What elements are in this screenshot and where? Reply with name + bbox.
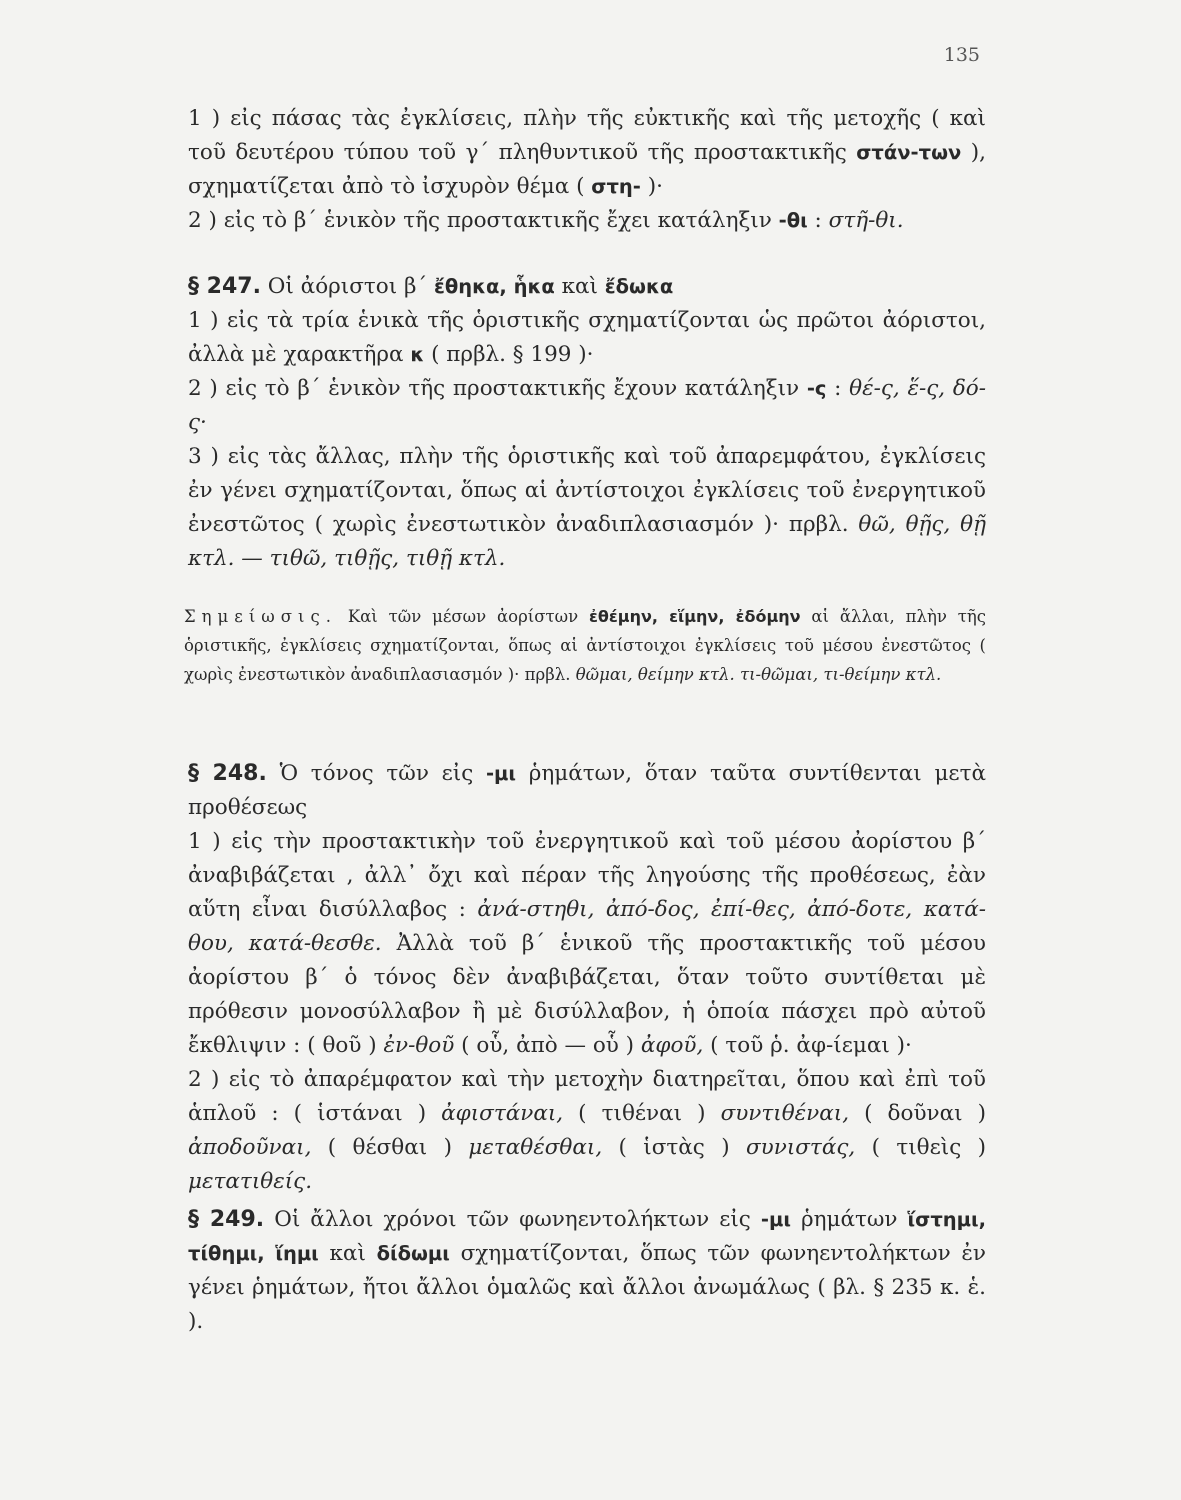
text: ( τοῦ ῥ. ἀφ-ίεμαι )· xyxy=(703,1033,912,1058)
text: ), σχηματίζεται ἀπὸ τὸ ἰσχυρὸν θέμα ( xyxy=(188,140,987,199)
text: : xyxy=(826,376,850,401)
text: ( θέσθαι ) xyxy=(311,1135,469,1160)
paragraph-2 xyxy=(148,204,986,238)
note-paragraph xyxy=(148,602,986,689)
section-248 xyxy=(148,757,986,1199)
section-heading xyxy=(148,757,986,825)
paragraph-1 xyxy=(148,825,986,1063)
text: ῥημάτων xyxy=(790,1207,908,1232)
text: ( δοῦναι ) xyxy=(849,1101,986,1126)
text: )· xyxy=(640,174,663,199)
italic-example: ἐν-θοῦ xyxy=(383,1033,455,1058)
italic-example: θῶ, θῇς, θῇ κτλ. — τιθῶ, τιθῇς, τιθῇ κτλ. xyxy=(188,512,986,571)
section-heading xyxy=(148,270,986,304)
text: 2 ) εἰς τὸ ἀπαρέμφατον καὶ τὴν μετοχὴν διατηρεῖται, ὅπου καὶ ἐπὶ τοῦ ἁπλοῦ : ( ἱστάναι ) xyxy=(188,1067,986,1126)
italic-example: θέ-ς, ἕ-ς, δό-ς· xyxy=(188,376,986,435)
bold-term: ἐθέμην, εἵμην, ἐδόμην xyxy=(588,607,801,626)
paragraph-1 xyxy=(148,304,986,372)
text: 1 ) εἰς τὰ τρία ἑνικὰ τῆς ὁριστικῆς σχηματίζονται ὡς πρῶτοι ἀόριστοι, ἀλλὰ μὲ χαρακτῆρα xyxy=(188,308,986,367)
section-246-continuation xyxy=(148,102,986,238)
bold-term: ἵστημι, τίθημι, ἵημι xyxy=(188,1208,986,1265)
text: ( ἱστὰς ) xyxy=(602,1135,746,1160)
italic-example: θῶμαι, θείμην κτλ. τι-θῶμαι, τι-θείμην κτλ. xyxy=(575,665,942,684)
text: Ὁ τόνος τῶν εἰς xyxy=(266,761,486,786)
text: 1 ) εἰς τὴν προστακτικὴν τοῦ ἐνεργητικοῦ καὶ τοῦ μέσου ἀορίστου β΄ ἀναβιβάζεται , ἀλλ᾽ ὄχι καὶ πέραν τῆς ληγούσης τῆς προθέσεως, ἐὰν αὕτη εἶναι δισύλλαβος : xyxy=(188,829,986,922)
text: Ἀλλὰ τοῦ β΄ ἑνικοῦ τῆς προστακτικῆς τοῦ μέσου ἀορίστου β΄ ὁ τόνος δὲν ἀναβιβάζεται, ὅταν τοῦτο συντίθεται μὲ πρόθεσιν μονοσύλλαβον ἢ μὲ δισύλλαβον, ἡ ὁποία πάσχει πρὸ αὐτοῦ ἔκθλιψιν : ( θοῦ ) xyxy=(188,931,986,1058)
section-247 xyxy=(148,270,986,576)
paragraph-2 xyxy=(148,1063,986,1199)
italic-example: μεταθέσθαι, xyxy=(468,1135,603,1160)
section-number: § 249. xyxy=(188,1207,265,1232)
italic-example: συνιστάς, xyxy=(746,1135,856,1160)
paragraph-1 xyxy=(148,102,986,204)
text: ( τιθεὶς ) xyxy=(855,1135,986,1160)
text: Οἱ ἄλλοι χρόνοι τῶν φωνηεντολήκτων εἰς xyxy=(264,1207,761,1232)
text: καὶ xyxy=(318,1241,377,1266)
text: 2 ) εἰς τὸ β΄ ἑνικὸν τῆς προστακτικῆς ἔχουν κατάληξιν xyxy=(188,376,807,401)
text: : xyxy=(807,208,829,233)
section-paragraph xyxy=(148,1203,986,1339)
paragraph-2 xyxy=(148,372,986,440)
text: 1 ) εἰς πάσας τὰς ἐγκλίσεις, πλὴν τῆς εὐκτικῆς καὶ τῆς μετοχῆς ( καὶ τοῦ δευτέρου τύπου τοῦ γ΄ πληθυντικοῦ τῆς προστακτικῆς xyxy=(188,106,986,165)
paragraph-3 xyxy=(148,440,986,576)
text: Καὶ τῶν μέσων ἀορίστων xyxy=(336,607,589,626)
italic-example: ἀφιστάναι, xyxy=(441,1101,564,1126)
bold-term: κ xyxy=(410,343,425,366)
bold-term: -μι xyxy=(760,1208,791,1231)
page-number: 135 xyxy=(943,44,980,66)
italic-example: μετατιθείς. xyxy=(188,1169,313,1194)
italic-example: ἀφοῦ, xyxy=(640,1033,704,1058)
section-number: § 248. xyxy=(188,761,267,786)
bold-term: ἔδωκα xyxy=(604,275,674,298)
bold-term: -μι xyxy=(485,762,517,785)
text: 3 ) εἰς τὰς ἄλλας, πλὴν τῆς ὁριστικῆς καὶ τοῦ ἀπαρεμφάτου, ἐγκλίσεις ἐν γένει σχηματίζονται, ὅπως αἱ ἀντίστοιχοι ἐγκλίσεις τοῦ ἐνεργητικοῦ ἐνεστῶτος ( χωρὶς ἐνεστωτικὸν ἀναδιπλασιασμόν )· πρβλ. xyxy=(188,444,986,537)
bold-term: ἔθηκα, ἧκα xyxy=(434,275,555,298)
italic-example: ἀνά-στηθι, ἀπό-δος, ἐπί-θες, ἀπό-δοτε, κατά-θου, κατά-θεσθε. xyxy=(188,897,986,956)
text: ( οὗ, ἀπὸ — οὗ ) xyxy=(454,1033,641,1058)
bold-term: -ς xyxy=(806,377,827,400)
italic-example: ἀποδοῦναι, xyxy=(188,1135,312,1160)
text: 2 ) εἰς τὸ β΄ ἑνικὸν τῆς προστακτικῆς ἔχει κατάληξιν xyxy=(188,208,779,233)
text: αἱ ἄλλαι, πλὴν τῆς ὁριστικῆς, ἐγκλίσεις σχηματίζονται, ὅπως αἱ ἀντίστοιχοι ἐγκλίσεις τοῦ μέσου ἐνεστῶτος ( χωρὶς ἐνεστωτικὸν ἀναδιπλασιασμόν )· πρβλ. xyxy=(184,607,986,684)
bold-term: στάν-των xyxy=(856,141,962,164)
bold-term: -θι xyxy=(778,209,808,232)
note-block xyxy=(148,602,986,689)
section-number: § 247. xyxy=(188,274,261,299)
bold-term: στη- xyxy=(591,175,641,198)
text: Οἱ ἀόριστοι β΄ xyxy=(260,274,435,299)
text: σχηματίζονται, ὅπως τῶν φωνηεντολήκτων ἐν γένει ῥημάτων, ἤτοι ἄλλοι ὁμαλῶς καὶ ἄλλοι ἀνωμάλως ( βλ. § 235 κ. ἑ. ). xyxy=(188,1241,986,1334)
italic-example: στῆ-θι. xyxy=(828,208,904,233)
section-249 xyxy=(148,1203,986,1339)
bold-term: δίδωμι xyxy=(376,1242,450,1265)
text: ( πρβλ. § 199 )· xyxy=(424,342,594,367)
italic-example: συντιθέναι, xyxy=(720,1101,850,1126)
text: καὶ xyxy=(554,274,605,299)
text: ῥημάτων, ὅταν ταῦτα συντίθενται μετὰ προθέσεως xyxy=(188,761,986,820)
text: ( τιθέναι ) xyxy=(563,1101,721,1126)
note-label: Σημείωσις. xyxy=(184,607,337,626)
